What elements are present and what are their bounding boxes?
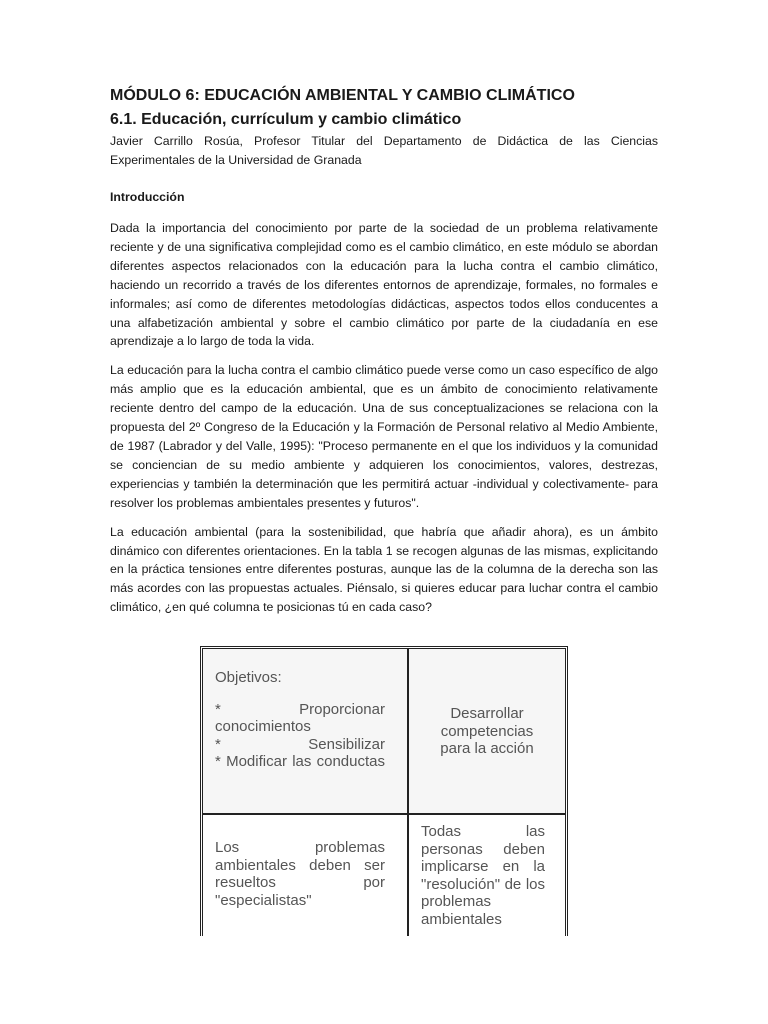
table-cell-objectives [203,649,409,815]
intro-heading: Introducción [110,190,185,204]
paragraph-3: La educación ambiental (para la sostenibilidad, que habría que añadir ahora), es un ámbito dinámico con diferentes orientaciones. En la tabla 1 se recogen algunas de las mismas, explicitando en la práctica tensiones entre diferentes posturas, aunque las de la columna de la derecha son las más acordes con las propuestas actuales. Piénsalo, si quieres educar para luchar contra el cambio climático, ¿en qué columna te posicionas tú en cada caso? [110,524,658,615]
objective-item: * Modificar las conductas [215,753,385,770]
module-title: MÓDULO 6: EDUCACIÓN AMBIENTAL Y CAMBIO CLIMÁTICO [110,87,575,104]
paragraph-1: Dada la importancia del conocimiento por parte de la sociedad de un problema relativamente reciente y de una significativa complejidad como es el cambio climático, en este módulo se abordan diferentes aspectos relacionados con la educación para la lucha contra el cambio climático, haciendo un recorrido a través de los diferentes entornos de aprendizaje, formales, no formales e informales; así como de diferentes metodologías didácticas, aspectos todos ellos conducentes a una alfabetización ambiental y sobre el cambio climático por parte de la ciudadanía en ese aprendizaje a lo largo de toda la vida. [110,221,658,349]
author-line: Javier Carrillo Rosúa, Profesor Titular del Departamento de Didáctica de las Ciencias Experimentales de la Universidad de Granada [110,134,658,167]
objective-item: * Sensibilizar [215,735,385,753]
table-cell-everyone: Todas las personas deben implicarse en la "resolución" de los problemas ambientales [421,823,545,928]
document-page [110,86,658,627]
table-cell-competences: Desarrollar competencias para la acción [409,649,565,815]
table-cell-specialists: Los problemas ambientales deben ser resueltos por "especialistas" [203,815,409,936]
orientations-table [200,646,568,936]
section-title: 6.1. Educación, currículum y cambio climático [110,111,462,128]
objective-item: * Proporcionar conocimientos [215,700,385,735]
paragraph-2: La educación para la lucha contra el cambio climático puede verse como un caso específico de algo más amplio que es la educación ambiental, que es un ámbito de conocimiento relativamente reciente dentro del campo de la educación. Una de sus conceptualizaciones se relaciona con la propuesta del 2º Congreso de la Educación y la Formación de Personal relativo al Medio Ambiente, de 1987 (Labrador y del Valle, 1995): "Proceso permanente en el que los individuos y la comunidad se conciencian de su medio ambiente y adquieren los conocimientos, valores, destrezas, experiencias y también la determinación que les permitirá actuar -individual y colectivamente- para resolver los problemas ambientales presentes y futuros". [110,363,658,510]
objectives-heading: Objetivos: [215,669,282,686]
